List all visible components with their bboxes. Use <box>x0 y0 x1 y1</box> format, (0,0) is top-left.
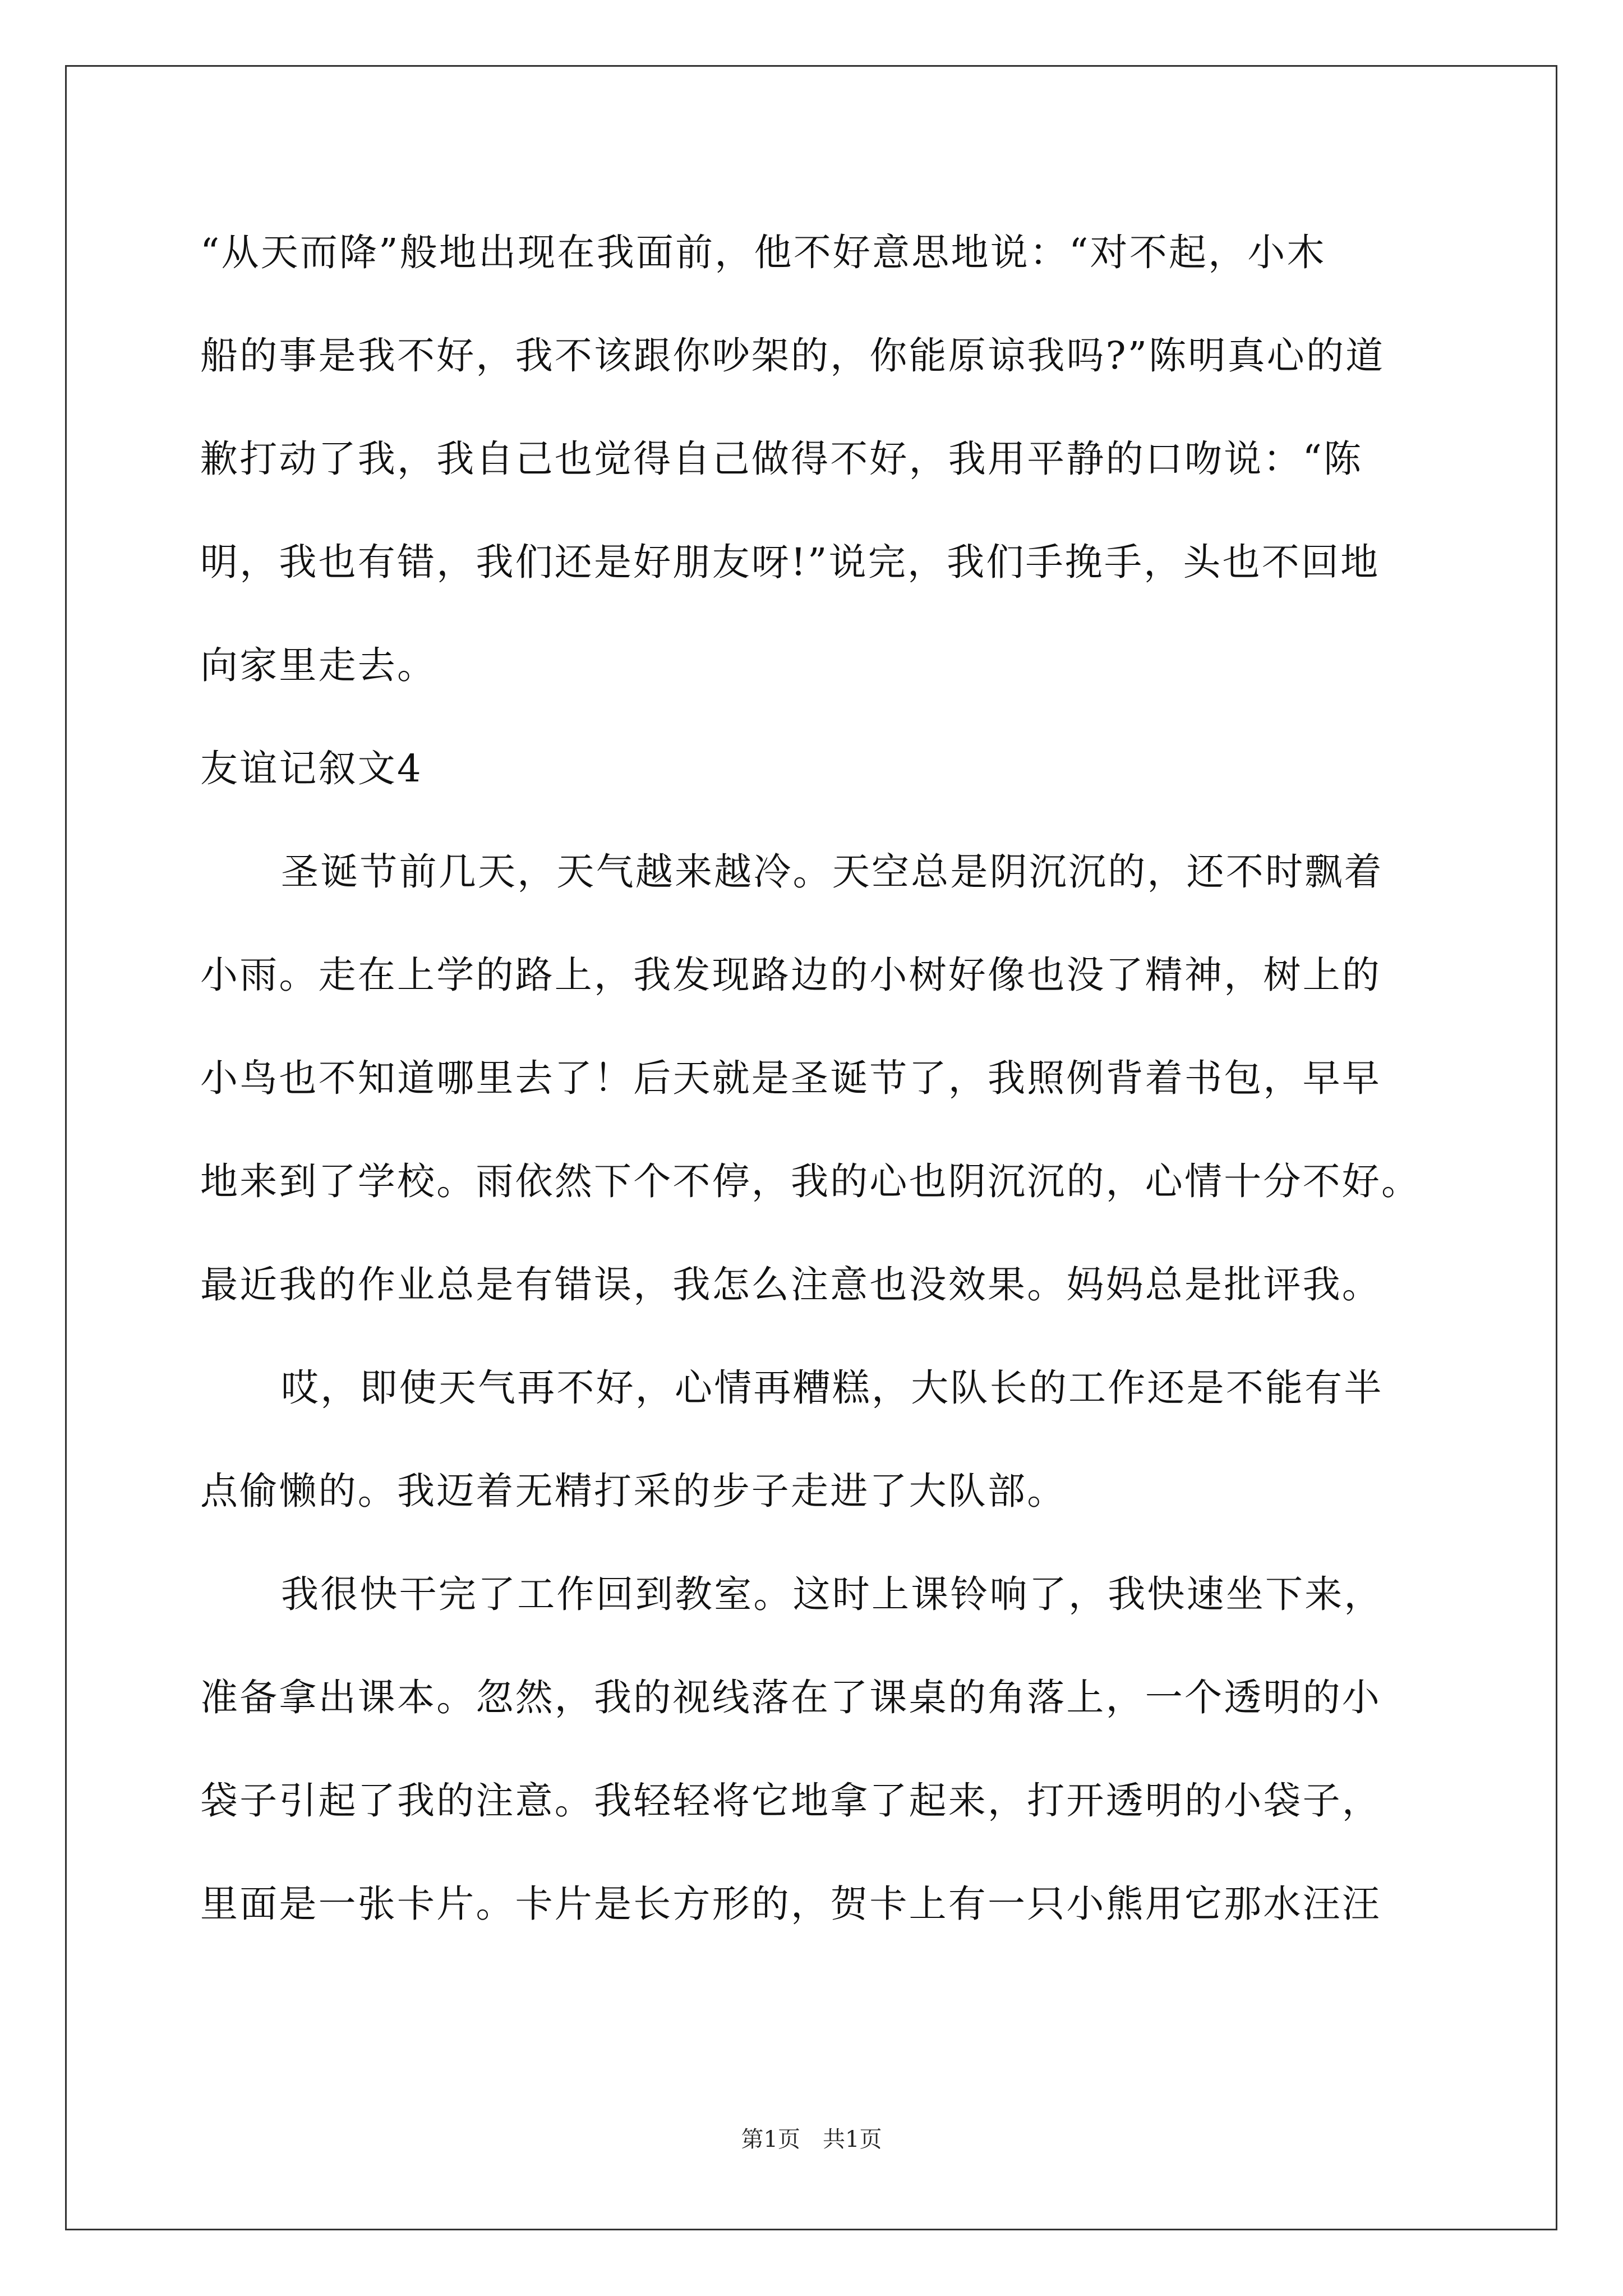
text-line: 船的事是我不好，我不该跟你吵架的，你能原谅我吗?”陈明真心的道 <box>200 334 1385 378</box>
text-line: 里面是一张卡片。卡片是长方形的，贺卡上有一只小熊用它那水汪汪 <box>200 1882 1381 1926</box>
text-line: 明，我也有错，我们还是好朋友呀!”说完，我们手挽手，头也不回地 <box>200 540 1380 584</box>
text-line: 袋子引起了我的注意。我轻轻将它地拿了起来，打开透明的小袋子， <box>200 1779 1381 1823</box>
paragraph-start: 圣诞节前几天，天气越来越冷。天空总是阴沉沉的，还不时飘着 <box>281 850 1384 894</box>
text-line: 准备拿出课本。忽然，我的视线落在了课桌的角落上，一个透明的小 <box>200 1676 1381 1719</box>
text-line: 地来到了学校。雨依然下个不停，我的心也阴沉沉的，心情十分不好。 <box>200 1159 1421 1203</box>
text-line: 最近我的作业总是有错误，我怎么注意也没效果。妈妈总是批评我。 <box>200 1263 1381 1306</box>
document-body <box>200 213 1434 1968</box>
paragraph-start: 哎，即使天气再不好，心情再糟糕，大队长的工作还是不能有半 <box>281 1366 1384 1410</box>
paragraph-start: 我很快干完了工作回到教室。这时上课铃响了，我快速坐下来， <box>281 1572 1384 1616</box>
page-footer: 第1页 共1页 <box>741 2127 882 2152</box>
text-line: 向家里走去。 <box>200 643 437 687</box>
text-line: 点偷懒的。我迈着无精打采的步子走进了大队部。 <box>200 1469 1067 1513</box>
text-line: 小鸟也不知道哪里去了！后天就是圣诞节了，我照例背着书包，早早 <box>200 1056 1381 1100</box>
section-heading: 友谊记叙文4 <box>200 747 423 790</box>
text-line: 小雨。走在上学的路上，我发现路边的小树好像也没了精神，树上的 <box>200 953 1381 997</box>
text-line: 歉打动了我，我自己也觉得自己做得不好，我用平静的口吻说：“陈 <box>200 437 1363 481</box>
text-line: “从天而降”般地出现在我面前，他不好意思地说：“对不起，小木 <box>200 231 1326 274</box>
